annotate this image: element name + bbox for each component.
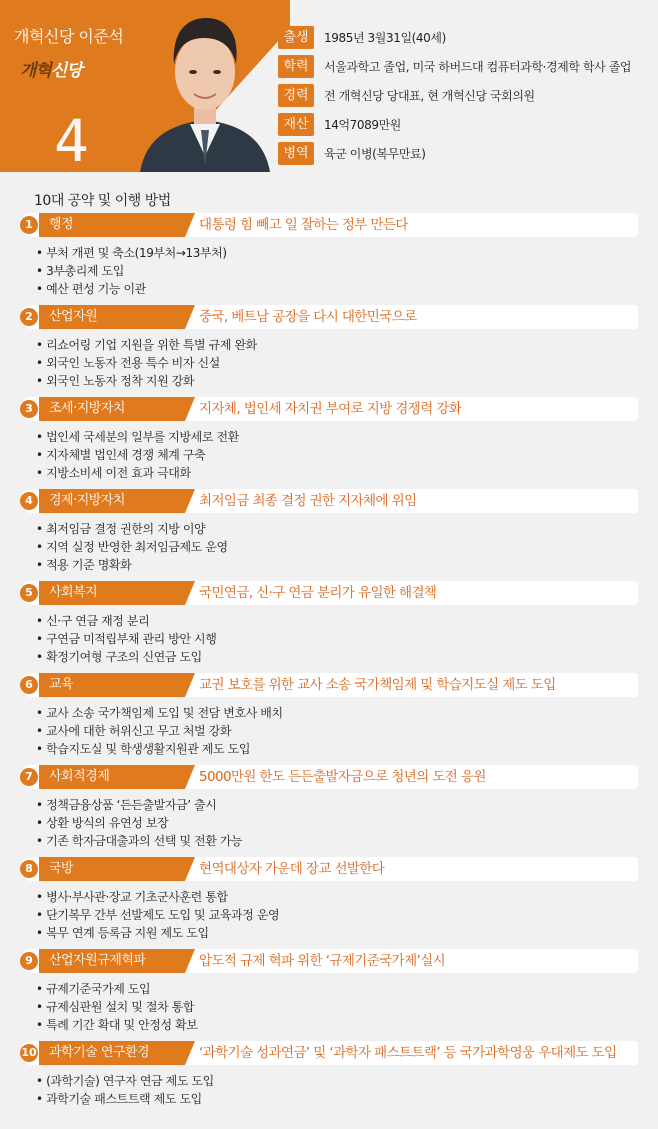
pledge-header [20, 581, 638, 605]
pledge-item: • 복무 연계 등록금 지원 제도 도입 [36, 924, 279, 942]
pledge-title: 최저임금 최종 결정 권한 지자체에 위임 [199, 493, 417, 509]
pledge-item: • 리쇼어링 기업 지원을 위한 특별 규제 완화 [36, 336, 257, 354]
party-logo-dark: 개혁 [20, 61, 51, 81]
pledge-items [36, 520, 228, 574]
profile-value: 전 개혁신당 당대표, 현 개혁신당 국회의원 [324, 89, 535, 103]
ballot-number: 4 [54, 107, 89, 172]
pledge-10 [0, 1041, 658, 1121]
pledge-title: 중국, 베트남 공장을 다시 대한민국으로 [199, 309, 417, 325]
profile-row-education [278, 55, 648, 78]
pledge-item: • 부처 개편 및 축소(19부처→13부처) [36, 244, 227, 262]
pledge-number-badge: 3 [20, 400, 38, 418]
pledge-header [20, 673, 638, 697]
profile-row-career [278, 84, 648, 107]
profile-value: 육군 이병(복무만료) [324, 147, 426, 161]
pledge-number-badge: 5 [20, 584, 38, 602]
pledge-1 [0, 213, 658, 305]
pledge-title: 5000만원 한도 든든출발자금으로 청년의 도전 응원 [199, 769, 486, 785]
profile-label: 학력 [278, 55, 314, 78]
profile-value: 14억7089만원 [324, 118, 401, 132]
pledge-title: ‘과학기술 성과연금’ 및 ‘과학자 패스트트랙’ 등 국가과학영웅 우대제도 도입 [199, 1045, 617, 1061]
pledge-header [20, 949, 638, 973]
profile-row-military [278, 142, 648, 165]
pledge-3 [0, 397, 658, 489]
pledge-item: • 규제기준국가제 도입 [36, 980, 197, 998]
candidate-profile [278, 26, 648, 171]
pledge-item: • 외국인 노동자 정착 지원 강화 [36, 372, 257, 390]
pledge-items [36, 704, 283, 758]
pledge-item: • 병사·부사관·장교 기초군사훈련 통합 [36, 888, 279, 906]
pledge-category: 행정 [39, 213, 185, 237]
profile-row-assets [278, 113, 648, 136]
pledge-category: 과학기술 연구환경 [39, 1041, 185, 1065]
pledge-title: 지자체, 법인세 자치권 부여로 지방 경쟁력 강화 [199, 401, 462, 417]
pledge-title: 국민연금, 신·구 연금 분리가 유일한 해결책 [199, 585, 437, 601]
pledge-item: • 교사에 대한 허위신고 무고 처벌 강화 [36, 722, 283, 740]
pledge-category: 산업자원규제혁파 [39, 949, 185, 973]
pledge-number-badge: 4 [20, 492, 38, 510]
pledge-number-badge: 8 [20, 860, 38, 878]
pledge-header [20, 305, 638, 329]
candidate-portrait [130, 6, 280, 172]
pledge-item: • 외국인 노동자 전용 특수 비자 신설 [36, 354, 257, 372]
pledge-category: 사회복지 [39, 581, 185, 605]
pledge-items [36, 244, 227, 298]
profile-label: 병역 [278, 142, 314, 165]
pledge-header [20, 397, 638, 421]
candidate-name: 개혁신당 이준석 [14, 27, 124, 46]
profile-label: 경력 [278, 84, 314, 107]
pledge-item: • 학습지도실 및 학생생활지원관 제도 도입 [36, 740, 283, 758]
pledge-item: • 확정기여형 구조의 신연금 도입 [36, 648, 216, 666]
pledge-list [0, 213, 658, 1121]
profile-label: 출생 [278, 26, 314, 49]
pledge-item: • 특례 기간 확대 및 안정성 확보 [36, 1016, 197, 1034]
section-title: 10대 공약 및 이행 방법 [34, 193, 171, 209]
profile-label: 재산 [278, 113, 314, 136]
pledge-item: • 지방소비세 이전 효과 극대화 [36, 464, 239, 482]
pledge-category: 교육 [39, 673, 185, 697]
pledge-item: • (과학기술) 연구자 연금 제도 도입 [36, 1072, 214, 1090]
pledge-item: • 구연금 미적립부채 관리 방안 시행 [36, 630, 216, 648]
profile-row-birth [278, 26, 648, 49]
pledge-number-badge: 6 [20, 676, 38, 694]
pledge-items [36, 428, 239, 482]
pledge-header [20, 765, 638, 789]
pledge-items [36, 612, 216, 666]
pledge-item: • 법인세 국세분의 일부를 지방세로 전환 [36, 428, 239, 446]
pledge-item: • 규제심판원 설치 및 절차 통합 [36, 998, 197, 1016]
pledge-title: 대통령 힘 빼고 일 잘하는 정부 만든다 [199, 217, 408, 233]
pledge-item: • 3부총리제 도입 [36, 262, 227, 280]
pledge-category: 조세·지방자치 [39, 397, 185, 421]
pledge-6 [0, 673, 658, 765]
pledge-category: 경제·지방자치 [39, 489, 185, 513]
pledge-item: • 적용 기준 명확화 [36, 556, 228, 574]
pledge-header [20, 213, 638, 237]
pledge-7 [0, 765, 658, 857]
pledge-category: 산업자원 [39, 305, 185, 329]
pledge-number-badge: 2 [20, 308, 38, 326]
pledge-items [36, 888, 279, 942]
pledge-title: 압도적 규제 혁파 위한 ‘규제기준국가제’실시 [199, 953, 446, 969]
pledge-number-badge: 9 [20, 952, 38, 970]
pledge-item: • 기존 학자금대출과의 선택 및 전환 가능 [36, 832, 242, 850]
pledge-8 [0, 857, 658, 949]
pledge-header [20, 857, 638, 881]
pledge-category: 국방 [39, 857, 185, 881]
pledge-items [36, 1072, 214, 1108]
profile-value: 서울과학고 졸업, 미국 하버드대 컴퓨터과학·경제학 학사 졸업 [324, 60, 632, 74]
pledge-item: • 지자체별 법인세 경쟁 체계 구축 [36, 446, 239, 464]
pledge-category: 사회적경제 [39, 765, 185, 789]
pledge-number-badge: 7 [20, 768, 38, 786]
pledge-items [36, 980, 197, 1034]
pledge-item: • 과학기술 패스트트랙 제도 도입 [36, 1090, 214, 1108]
pledge-9 [0, 949, 658, 1041]
pledge-items [36, 336, 257, 390]
pledge-2 [0, 305, 658, 397]
party-logo-light: 신당 [50, 61, 82, 81]
pledge-items [36, 796, 242, 850]
pledge-number-badge: 1 [20, 216, 38, 234]
pledge-number-badge: 10 [20, 1044, 38, 1062]
profile-value: 1985년 3월31일(40세) [324, 31, 446, 45]
pledge-item: • 교사 소송 국가책임제 도입 및 전담 변호사 배치 [36, 704, 283, 722]
pledge-4 [0, 489, 658, 581]
party-logo [20, 56, 82, 81]
pledge-item: • 지역 실정 반영한 최저임금제도 운영 [36, 538, 228, 556]
pledge-item: • 최저임금 결정 권한의 지방 이양 [36, 520, 228, 538]
pledge-header [20, 489, 638, 513]
pledge-item: • 단기복무 간부 선발제도 도입 및 교육과정 운영 [36, 906, 279, 924]
pledge-item: • 예산 편성 기능 이관 [36, 280, 227, 298]
pledge-item: • 상환 방식의 유연성 보장 [36, 814, 242, 832]
pledge-item: • 정책금융상품 ‘든든출발자금’ 출시 [36, 796, 242, 814]
pledge-header [20, 1041, 638, 1065]
candidate-banner [0, 0, 290, 172]
candidate-header [0, 0, 658, 172]
pledge-5 [0, 581, 658, 673]
pledge-item: • 신·구 연금 재정 분리 [36, 612, 216, 630]
pledge-title: 교권 보호를 위한 교사 소송 국가책임제 및 학습지도실 제도 도입 [199, 677, 556, 693]
pledge-title: 현역대상자 가운데 장교 선발한다 [199, 861, 385, 877]
